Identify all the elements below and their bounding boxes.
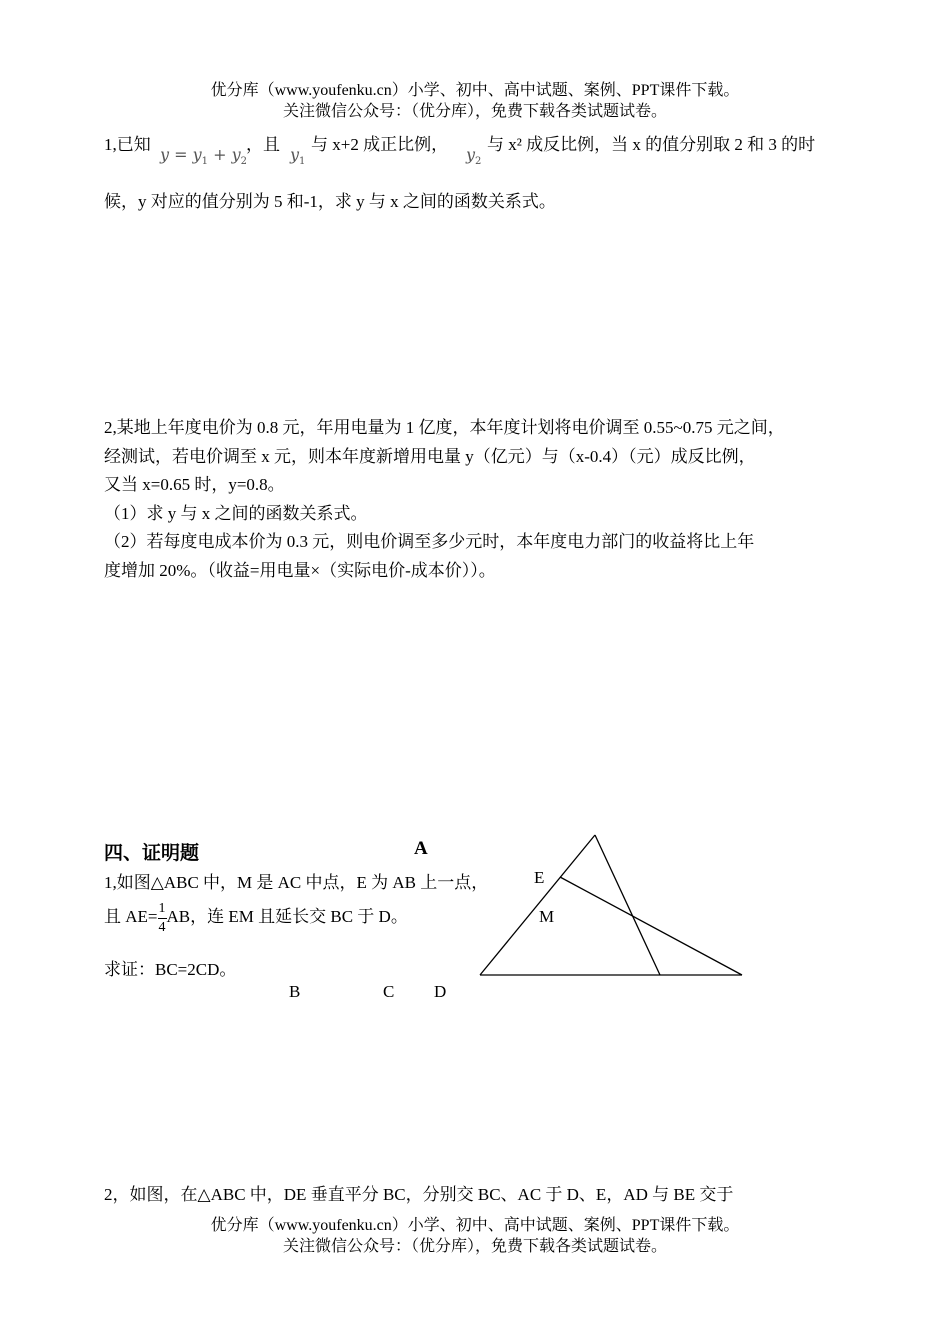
label-a: A	[414, 838, 428, 859]
section-title: 四、证明题	[104, 843, 200, 864]
footer-line-1: 优分库（www.youfenku.cn）小学、初中、高中试题、案例、PPT课件下载。	[210, 1217, 740, 1234]
q1-and: ，且	[246, 135, 280, 154]
segment-AC	[595, 835, 660, 975]
label-b: B	[289, 982, 301, 1001]
label-m: M	[539, 907, 555, 926]
label-d: D	[434, 982, 447, 1001]
q1-text-inverse: 与 x² 成反比例，当 x 的值分别取 2 和 3 的时	[487, 135, 816, 154]
header-line-1: 优分库（www.youfenku.cn）小学、初中、高中试题、案例、PPT课件下载。	[210, 82, 740, 99]
label-c: C	[383, 982, 395, 1001]
q2-line-3: 又当 x=0.65 时，y=0.8。	[104, 475, 285, 494]
proof1-line-3: 求证：BC=2CD。	[104, 960, 237, 979]
header-line-2: 关注微信公众号：（优分库），免费下载各类试题试卷。	[282, 103, 667, 120]
triangle-figure	[470, 825, 760, 990]
proof1-line-1: 1,如图△ABC 中，M 是 AC 中点，E 为 AB 上一点，	[104, 873, 489, 892]
q1-formula: $y = y_1 + y_2$	[160, 145, 248, 168]
q2-line-6: 度增加 20%。（收益=用电量×（实际电价-成本价））。	[104, 561, 496, 580]
segment-ED	[560, 877, 742, 975]
segment-BA	[480, 835, 595, 975]
q1-line-2: 候，y 对应的值分别为 5 和-1，求 y 与 x 之间的函数关系式。	[104, 192, 556, 211]
footer-line-2: 关注微信公众号：（优分库），免费下载各类试题试卷。	[282, 1238, 667, 1255]
q1-prefix: 1,已知	[104, 135, 151, 154]
q2-line-2: 经测试，若电价调至 x 元，则本年度新增用电量 y（亿元）与（x-0.4）（元）成反比例，	[104, 447, 756, 466]
q1-y1: $y_1$	[290, 145, 306, 168]
q2-line-5: （2）若每度电成本价为 0.3 元，则电价调至多少元时，本年度电力部门的收益将比上年	[104, 532, 755, 551]
fraction-one-quarter: $\frac{1}{4}$	[158, 900, 166, 935]
label-e: E	[534, 868, 545, 887]
q1-y2: $y_2$	[466, 145, 482, 168]
proof2-line-1: 2，如图，在△ABC 中，DE 垂直平分 BC，分别交 BC、AC 于 D、E，AD 与 BE 交于	[104, 1185, 734, 1204]
q2-line-1: 2,某地上年度电价为 0.8 元，年用电量为 1 亿度，本年度计划将电价调至 0.55~0.75 元之间，	[104, 418, 785, 437]
q2-line-4: （1）求 y 与 x 之间的函数关系式。	[104, 504, 368, 523]
proof1-line-2: 且 AE= $\frac{1}{4}$ AB，连 EM 且延长交 BC 于 D。	[104, 900, 408, 935]
q1-text-prop: 与 x+2 成正比例，	[311, 135, 449, 154]
